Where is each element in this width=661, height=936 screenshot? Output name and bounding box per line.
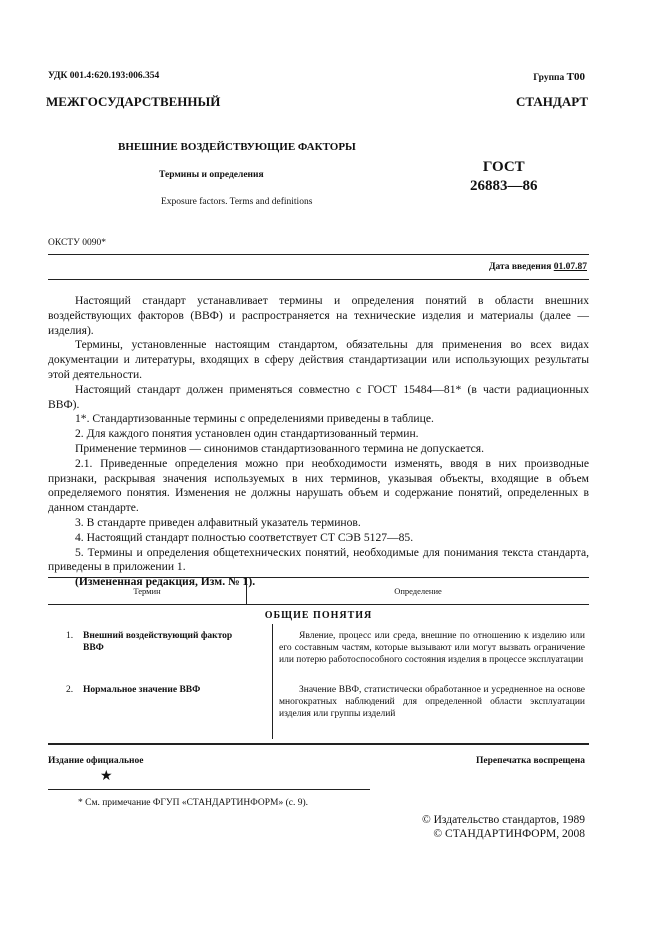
definition-text: Значение ВВФ, статистически обработанное и усредненное на основе многократных наблюдений для определенной области эксплуатации изделия или группы изделий: [279, 685, 585, 719]
divider-line: [48, 279, 589, 280]
paragraph: 2. Для каждого понятия установлен один стандартизованный термин.: [75, 427, 419, 441]
paragraph: 3. В стандарте приведен алфавитный указатель терминов.: [75, 515, 361, 529]
paragraph: Применение терминов — синонимов стандартизованного термина не допускается.: [75, 441, 485, 455]
page-title: ВНЕШНИЕ ВОЗДЕЙСТВУЮЩИЕ ФАКТОРЫ: [118, 141, 356, 153]
footnote: * См. примечание ФГУП «СТАНДАРТИНФОРМ» (с. 9).: [78, 798, 309, 808]
standard-banner: [46, 94, 588, 110]
column-header-definition: Определение: [394, 586, 442, 596]
gost-number: 26883—86: [470, 178, 538, 194]
divider-line: [48, 254, 589, 255]
gost-label: ГОСТ: [482, 159, 525, 175]
date-label: Дата введения: [488, 262, 552, 272]
banner-word-1: МЕЖГОСУДАРСТВЕННЫЙ: [46, 94, 221, 109]
term-number: 1.: [66, 631, 74, 641]
introduction-date: [489, 262, 587, 272]
term-name: Нормальное значение ВВФ: [83, 685, 201, 695]
divider-line: [48, 743, 589, 745]
udk-code: УДК 001.4:620.193:006.354: [48, 71, 160, 81]
copyright-1989: © Издательство стандартов, 1989: [421, 814, 585, 826]
table-header: [48, 577, 589, 605]
amendment-note: (Измененная редакция, Изм. № 1).: [75, 575, 256, 589]
paragraph: 2.1. Приведенные определения можно при необходимости изменять, вводя в них производные признаки, раскрывая значения используемых в них терминов, указывая объекты, входящие в объем определяемого понятия. Изменения не должны нарушать объем и содержание понятий, определенных в данном стандарте.: [48, 456, 589, 515]
page-subtitle: Термины и определения: [159, 170, 264, 180]
body-text: [48, 294, 589, 590]
table-row-definition: [279, 685, 585, 720]
term-number: 2.: [66, 685, 74, 695]
table-column-divider: [272, 624, 273, 739]
table-row-term: [66, 684, 266, 696]
paragraph: 4. Настоящий стандарт полностью соответствует СТ СЭВ 5127—85.: [75, 530, 414, 544]
column-header-term: Термин: [48, 578, 247, 604]
paragraph: 5. Термины и определения общетехнических понятий, необходимые для понимания текста стандарта, приведены в приложении 1.: [48, 545, 589, 574]
official-edition: Издание официальное: [48, 756, 144, 766]
copyright-2008: © СТАНДАРТИНФОРМ, 2008: [433, 828, 585, 840]
english-title: Exposure factors. Terms and definitions: [161, 197, 313, 207]
group-code: Т00: [566, 71, 585, 83]
table-section-title: ОБЩИЕ ПОНЯТИЯ: [264, 610, 373, 621]
paragraph: Настоящий стандарт устанавливает термины и определения понятий в области внешних воздействующих факторов (ВВФ) и распространяется на технические изделия и материалы (далее — изделия).: [48, 294, 589, 337]
banner-word-2: СТАНДАРТ: [515, 94, 588, 109]
definition-text: Явление, процесс или среда, внешние по отношению к изделию или его составным частям, которые вызывают или могут вызвать ограничение или потерю работоспособного состояния изделия в процессе эксплуатации: [279, 631, 585, 665]
reprint-prohibited: Перепечатка воспрещена: [475, 756, 585, 766]
group-label-text: Группа: [533, 73, 565, 83]
paragraph: Термины, установленные настоящим стандартом, обязательны для применения во всех видах документации и литературы, входящих в сферу действия стандартизации или использующих результаты этой деятельности.: [48, 338, 589, 381]
date-value: 01.07.87: [553, 262, 587, 272]
paragraph: 1*. Стандартизованные термины с определениями приведены в таблице.: [75, 412, 434, 426]
table-row-definition: [279, 631, 585, 666]
okstu-code: ОКСТУ 0090*: [48, 238, 106, 248]
term-name: Внешний воздействующий фактор ВВФ: [83, 631, 233, 653]
gost-designation: [470, 158, 538, 196]
table-row-term: [66, 630, 266, 654]
group-label: [533, 71, 585, 83]
paragraph: Настоящий стандарт должен применяться совместно с ГОСТ 15484—81* (в части радиационных ВВФ).: [48, 382, 589, 411]
star-icon: ★: [100, 769, 113, 784]
footnote-divider: [48, 789, 370, 790]
